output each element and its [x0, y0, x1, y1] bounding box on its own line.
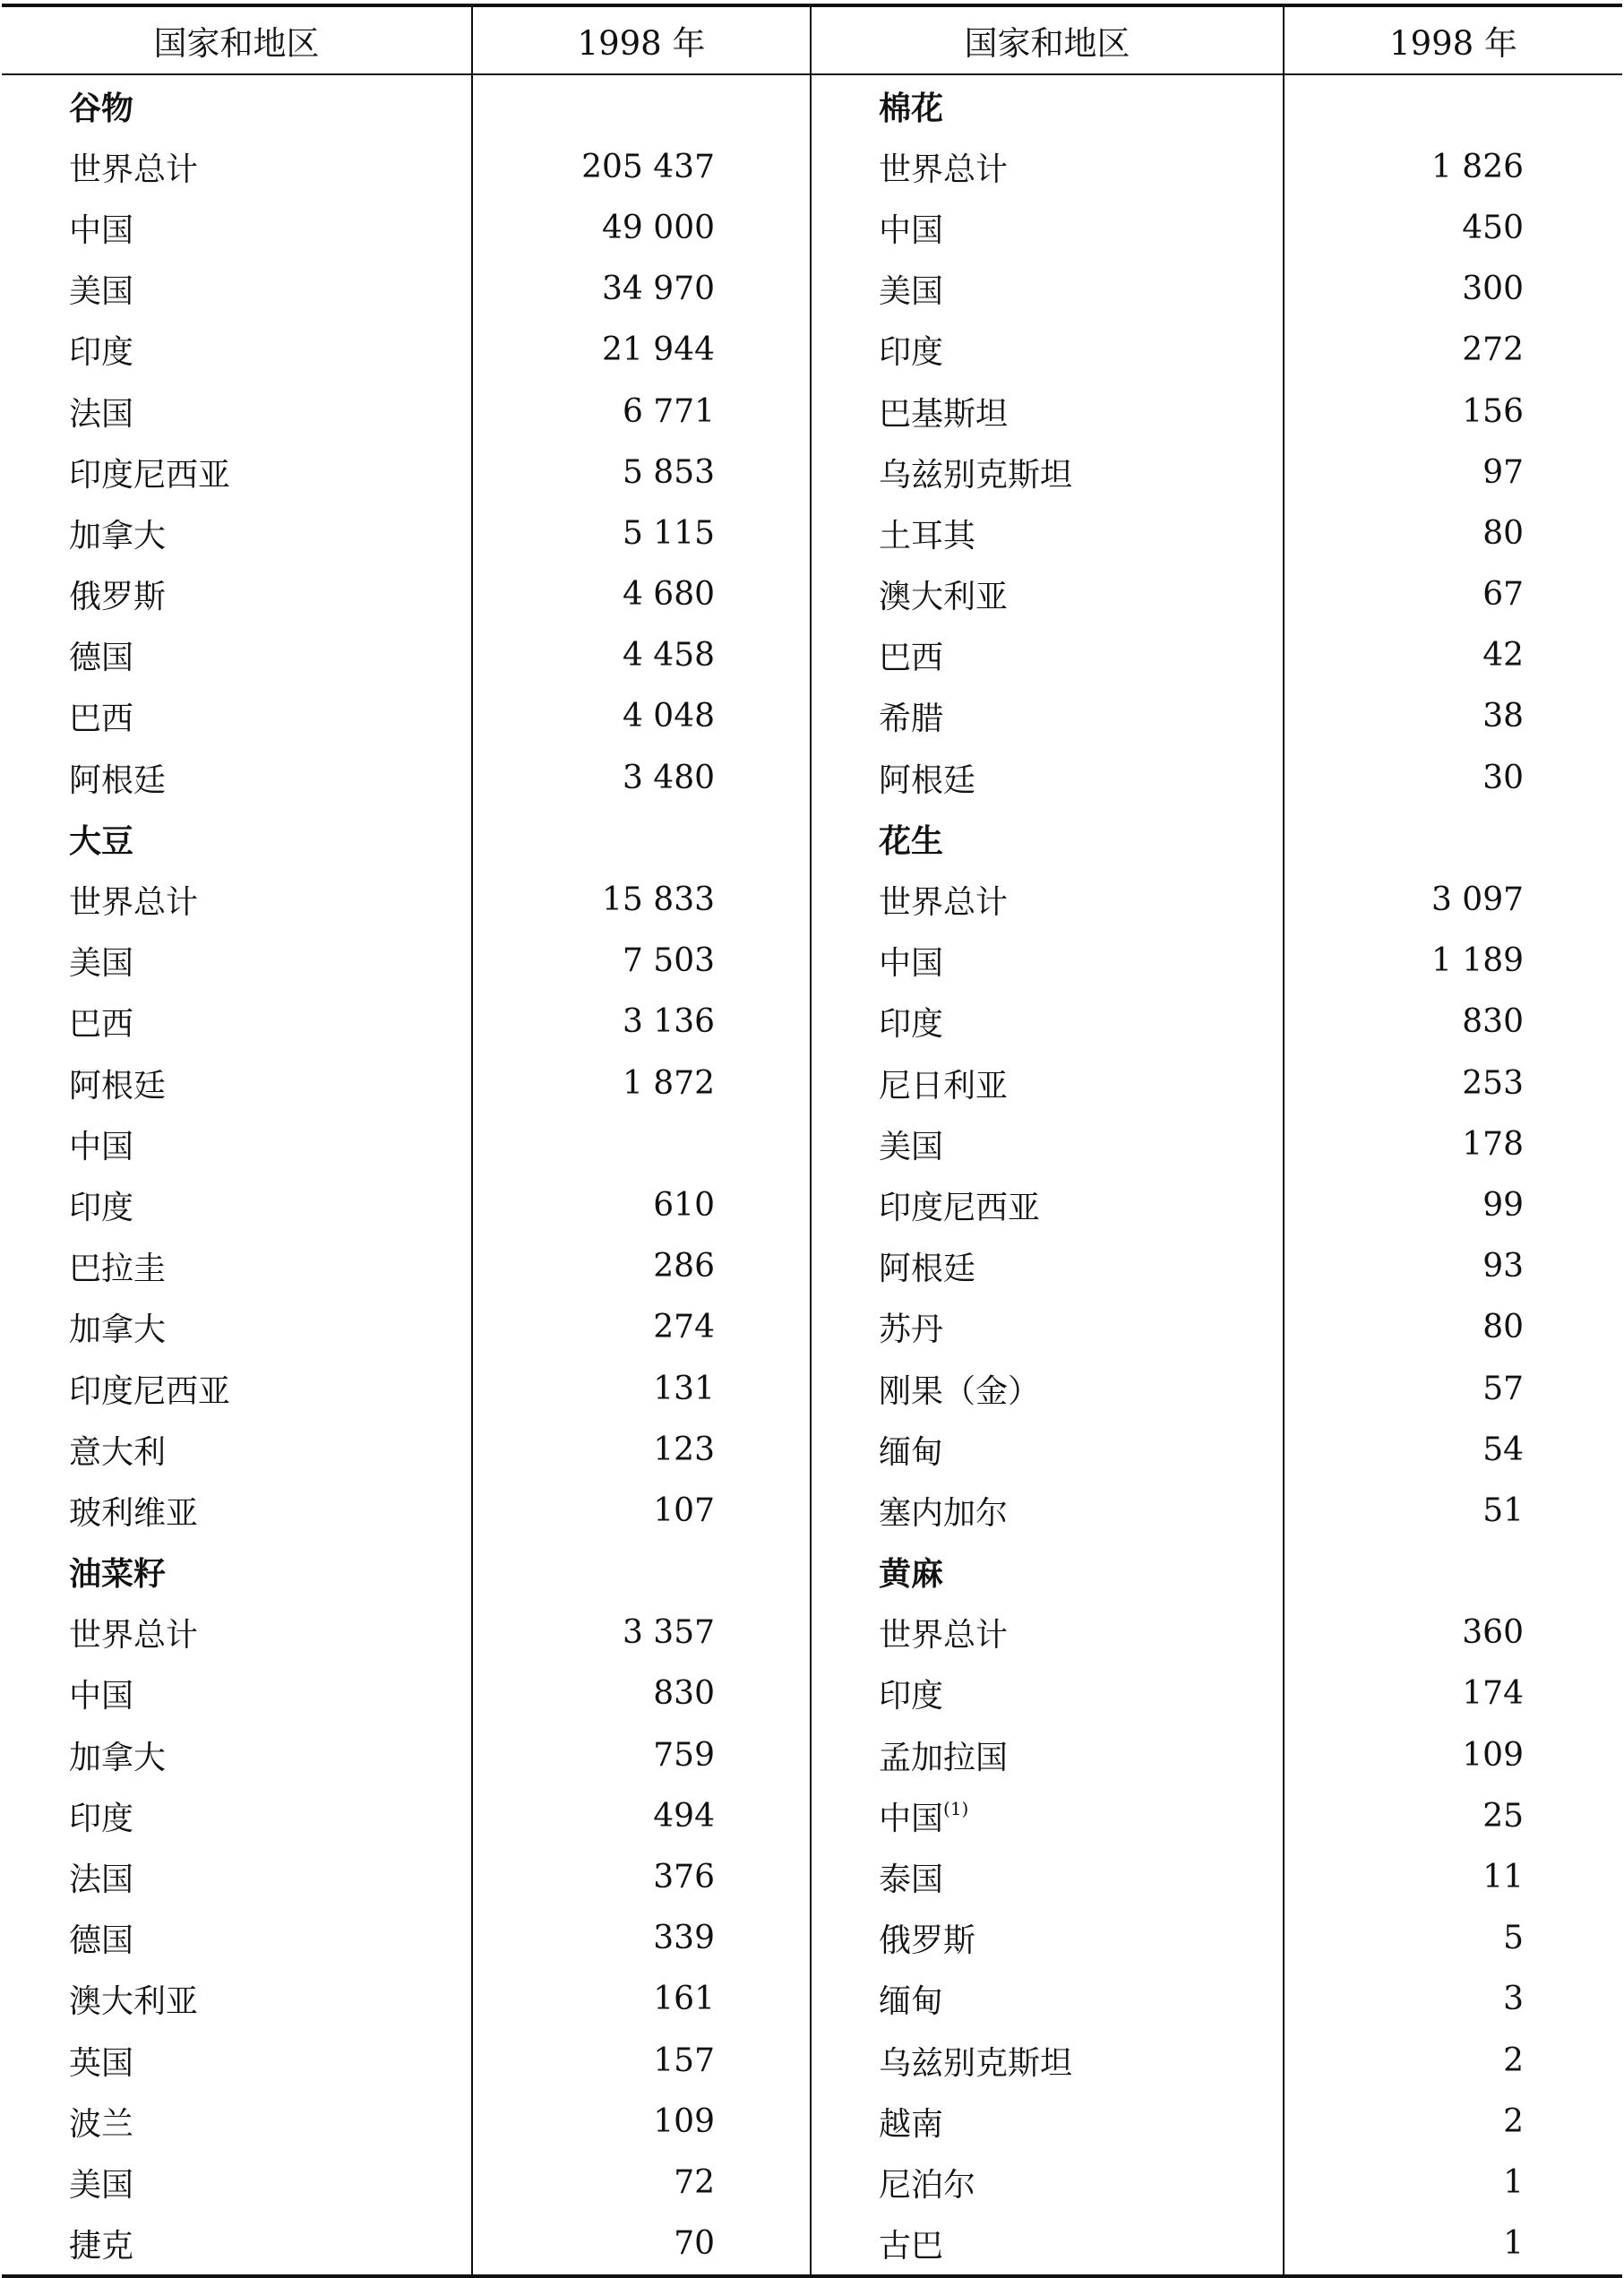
table-row: [2, 2214, 1622, 2276]
region-name-left: 英国: [2, 2030, 472, 2091]
region-name-text: 世界总计: [879, 150, 1009, 188]
region-name-right: [811, 2214, 1284, 2276]
value-right: [1284, 1542, 1622, 1603]
region-name-right: [811, 442, 1284, 503]
value-left: 6 771: [472, 381, 811, 442]
table-row: [2, 1174, 1622, 1235]
region-name-left: 玻利维亚: [2, 1480, 472, 1541]
region-name-text: 塞内加尔: [879, 1494, 1009, 1532]
header-year-left: 1998 年: [472, 5, 811, 74]
value-right: 109: [1462, 1736, 1524, 1774]
value-left: 107: [472, 1480, 811, 1541]
region-name-text: 印度尼西亚: [879, 1189, 1041, 1226]
value-left: 123: [472, 1419, 811, 1480]
value-right: 3 097: [1431, 881, 1524, 919]
table-row: [2, 747, 1622, 808]
region-name-right: [811, 1969, 1284, 2030]
region-name-left: 世界总计: [2, 1603, 472, 1663]
region-name-text: 巴西: [879, 640, 944, 677]
region-name-left: 中国: [2, 197, 472, 258]
table-row: [2, 2030, 1622, 2091]
value-right: 300: [1462, 271, 1524, 308]
table-row: [2, 320, 1622, 381]
value-right: 174: [1462, 1675, 1524, 1713]
region-name-text: 澳大利亚: [879, 579, 1009, 616]
region-name-left: 加拿大: [2, 1297, 472, 1358]
table-row: [2, 503, 1622, 563]
region-name-text: 世界总计: [879, 1617, 1009, 1655]
value-right: 830: [1462, 1003, 1524, 1041]
category-label-left: 谷物: [2, 74, 472, 136]
value-right: 97: [1482, 453, 1524, 491]
table-row: [2, 381, 1622, 442]
value-left: 109: [472, 2091, 811, 2152]
table-row: [2, 869, 1622, 930]
region-name-text: 缅甸: [879, 1983, 944, 2021]
region-name-left: 德国: [2, 1908, 472, 1969]
value-left: 494: [472, 1785, 811, 1846]
value-right: 11: [1482, 1859, 1524, 1896]
region-name-text: 俄罗斯: [879, 1922, 976, 1960]
value-right: 5: [1503, 1920, 1524, 1957]
region-name-right: [811, 2152, 1284, 2213]
region-name-text: 古巴: [879, 2228, 944, 2265]
table-row: [2, 1603, 1622, 1663]
table-row: [2, 1663, 1622, 1724]
table-row: [2, 1236, 1622, 1297]
value-right: 1: [1503, 2163, 1524, 2201]
region-name-left: 波兰: [2, 2091, 472, 2152]
region-name-right: [811, 992, 1284, 1053]
region-name-text: 巴基斯坦: [879, 395, 1009, 433]
value-left: 1 872: [472, 1053, 811, 1113]
value-left: [472, 1113, 811, 1174]
value-right: 51: [1482, 1491, 1524, 1529]
region-name-right: [811, 1663, 1284, 1724]
region-name-right: [811, 931, 1284, 992]
value-left: 72: [472, 2152, 811, 2213]
region-name-text: 缅甸: [879, 1433, 944, 1471]
category-label-right: [811, 808, 1284, 869]
table-row: [2, 259, 1622, 320]
value-left: 161: [472, 1969, 811, 2030]
value-left: 49 000: [472, 197, 811, 258]
value-left: 286: [472, 1236, 811, 1297]
region-name-text: 美国: [879, 273, 944, 311]
region-name-right: [811, 686, 1284, 747]
region-name-left: 印度尼西亚: [2, 1358, 472, 1419]
region-name-right: [811, 1785, 1284, 1846]
region-name-left: 世界总计: [2, 869, 472, 930]
region-name-text: 棉花: [879, 90, 944, 127]
category-label-left: 大豆: [2, 808, 472, 869]
region-name-text: 花生: [879, 822, 944, 860]
region-name-left: 中国: [2, 1113, 472, 1174]
value-right: 93: [1482, 1248, 1524, 1285]
region-name-left: 阿根廷: [2, 1053, 472, 1113]
region-name-left: 意大利: [2, 1419, 472, 1480]
value-left: [472, 1542, 811, 1603]
value-right: 1: [1503, 2225, 1524, 2263]
value-right: 25: [1482, 1797, 1524, 1835]
value-right: 2: [1503, 2042, 1524, 2079]
header-region-right: 国家和地区: [811, 5, 1284, 74]
table-header: [2, 5, 1622, 74]
region-name-right: [811, 2030, 1284, 2091]
region-name-left: 巴西: [2, 992, 472, 1053]
value-left: 759: [472, 1724, 811, 1785]
region-name-text: 阿根廷: [879, 1251, 976, 1288]
table-row: [2, 1419, 1622, 1480]
value-left: 339: [472, 1908, 811, 1969]
table-row: [2, 931, 1622, 992]
table-row: [2, 1113, 1622, 1174]
value-left: 376: [472, 1846, 811, 1907]
region-name-right: [811, 1113, 1284, 1174]
region-name-right: [811, 197, 1284, 258]
region-name-right: [811, 1053, 1284, 1113]
value-right: 178: [1462, 1125, 1524, 1163]
value-right: 3: [1503, 1981, 1524, 2018]
value-left: 4 680: [472, 564, 811, 625]
region-name-text: 尼泊尔: [879, 2166, 976, 2204]
value-right: 99: [1482, 1186, 1524, 1224]
region-name-left: 法国: [2, 1846, 472, 1907]
value-left: 5 115: [472, 503, 811, 563]
table-body: [2, 74, 1622, 2276]
region-name-left: 俄罗斯: [2, 564, 472, 625]
table-row: [2, 1846, 1622, 1907]
value-right: 67: [1482, 576, 1524, 614]
region-name-right: [811, 259, 1284, 320]
value-right: 42: [1482, 637, 1524, 675]
value-left: 34 970: [472, 259, 811, 320]
table-row: [2, 1969, 1622, 2030]
table-row: [2, 564, 1622, 625]
value-left: 21 944: [472, 320, 811, 381]
table-row: [2, 197, 1622, 258]
value-left: 131: [472, 1358, 811, 1419]
category-label-left: 油菜籽: [2, 1542, 472, 1603]
value-left: 830: [472, 1663, 811, 1724]
value-left: 4 048: [472, 686, 811, 747]
value-right: 1 189: [1431, 942, 1524, 980]
value-left: 157: [472, 2030, 811, 2091]
value-right: 57: [1482, 1370, 1524, 1407]
value-right: [1284, 808, 1622, 869]
region-name-left: 德国: [2, 625, 472, 686]
region-name-left: 美国: [2, 259, 472, 320]
region-name-right: [811, 1419, 1284, 1480]
value-left: 4 458: [472, 625, 811, 686]
value-right: [1284, 74, 1622, 136]
region-name-text: 乌兹别克斯坦: [879, 2044, 1073, 2082]
region-name-text: 印度: [879, 334, 944, 372]
region-name-left: 印度: [2, 1174, 472, 1235]
table-row: [2, 1358, 1622, 1419]
table-row: [2, 1053, 1622, 1113]
region-name-right: [811, 1603, 1284, 1663]
region-name-text: 苏丹: [879, 1311, 944, 1349]
category-row: [2, 1542, 1622, 1603]
table-row: [2, 1724, 1622, 1785]
header-year-right: 1998 年: [1284, 5, 1622, 74]
value-left: 70: [472, 2214, 811, 2276]
region-name-right: [811, 747, 1284, 808]
region-name-right: [811, 503, 1284, 563]
region-name-left: 中国: [2, 1663, 472, 1724]
value-left: 3 136: [472, 992, 811, 1053]
region-name-left: 巴西: [2, 686, 472, 747]
table-row: [2, 2152, 1622, 2213]
value-right: 360: [1462, 1614, 1524, 1652]
region-name-text: 乌兹别克斯坦: [879, 456, 1073, 494]
table-row: [2, 2091, 1622, 2152]
value-right: 54: [1482, 1431, 1524, 1468]
region-name-right: [811, 2091, 1284, 2152]
region-name-text: 世界总计: [879, 884, 1009, 922]
region-name-left: 巴拉圭: [2, 1236, 472, 1297]
region-name-text: 尼日利亚: [879, 1067, 1009, 1105]
value-right: 1 826: [1431, 148, 1524, 185]
value-left: 7 503: [472, 931, 811, 992]
region-name-right: [811, 136, 1284, 197]
table-row: [2, 1908, 1622, 1969]
header-region-left: 国家和地区: [2, 5, 472, 74]
region-name-left: 印度: [2, 1785, 472, 1846]
region-name-right: [811, 320, 1284, 381]
region-name-right: [811, 625, 1284, 686]
region-name-text: 刚果（金）: [879, 1372, 1041, 1410]
value-right: 80: [1482, 514, 1524, 552]
region-name-right: [811, 1236, 1284, 1297]
table-row: [2, 136, 1622, 197]
value-left: [472, 808, 811, 869]
table-row: [2, 1480, 1622, 1541]
region-name-left: 加拿大: [2, 1724, 472, 1785]
region-name-right: [811, 1724, 1284, 1785]
region-name-right: [811, 381, 1284, 442]
region-name-left: 印度尼西亚: [2, 442, 472, 503]
category-label-right: [811, 1542, 1284, 1603]
region-name-text: 黄麻: [879, 1556, 944, 1594]
header-row: [2, 5, 1622, 74]
value-left: 274: [472, 1297, 811, 1358]
table-row: [2, 625, 1622, 686]
production-table: [2, 4, 1622, 2278]
region-name-text: 孟加拉国: [879, 1739, 1009, 1776]
region-name-text: 泰国: [879, 1861, 944, 1899]
category-label-right: [811, 74, 1284, 136]
value-left: [472, 74, 811, 136]
footnote-marker: (1): [943, 1797, 969, 1819]
region-name-right: [811, 1297, 1284, 1358]
category-row: [2, 808, 1622, 869]
region-name-right: [811, 1846, 1284, 1907]
value-right: 450: [1462, 209, 1524, 246]
value-left: 5 853: [472, 442, 811, 503]
region-name-right: [811, 869, 1284, 930]
region-name-right: [811, 564, 1284, 625]
region-name-left: 捷克: [2, 2214, 472, 2276]
region-name-left: 美国: [2, 2152, 472, 2213]
value-left: 610: [472, 1174, 811, 1235]
region-name-text: 阿根廷: [879, 761, 976, 799]
region-name-text: 中国: [879, 1800, 944, 1837]
table-row: [2, 686, 1622, 747]
region-name-left: 加拿大: [2, 503, 472, 563]
table-row: [2, 442, 1622, 503]
value-right: 30: [1482, 759, 1524, 796]
value-left: 205 437: [472, 136, 811, 197]
table-row: [2, 1785, 1622, 1846]
region-name-right: [811, 1908, 1284, 1969]
value-left: 3 357: [472, 1603, 811, 1663]
region-name-left: 印度: [2, 320, 472, 381]
region-name-right: [811, 1358, 1284, 1419]
value-right: 80: [1482, 1309, 1524, 1346]
value-right: 2: [1503, 2102, 1524, 2140]
region-name-text: 越南: [879, 2105, 944, 2143]
region-name-right: [811, 1174, 1284, 1235]
region-name-text: 美国: [879, 1128, 944, 1165]
region-name-text: 中国: [879, 945, 944, 983]
value-right: 272: [1462, 331, 1524, 369]
region-name-text: 中国: [879, 211, 944, 249]
region-name-left: 阿根廷: [2, 747, 472, 808]
region-name-left: 美国: [2, 931, 472, 992]
value-left: 15 833: [472, 869, 811, 930]
region-name-left: 世界总计: [2, 136, 472, 197]
value-right: 38: [1482, 698, 1524, 735]
region-name-text: 希腊: [879, 701, 944, 738]
category-row: [2, 74, 1622, 136]
value-right: 253: [1462, 1064, 1524, 1102]
region-name-text: 印度: [879, 1006, 944, 1044]
region-name-left: 澳大利亚: [2, 1969, 472, 2030]
region-name-right: [811, 1480, 1284, 1541]
value-left: 3 480: [472, 747, 811, 808]
region-name-text: 土耳其: [879, 517, 976, 554]
table-row: [2, 992, 1622, 1053]
value-right: 156: [1462, 392, 1524, 430]
region-name-left: 法国: [2, 381, 472, 442]
table-row: [2, 1297, 1622, 1358]
region-name-text: 印度: [879, 1678, 944, 1715]
